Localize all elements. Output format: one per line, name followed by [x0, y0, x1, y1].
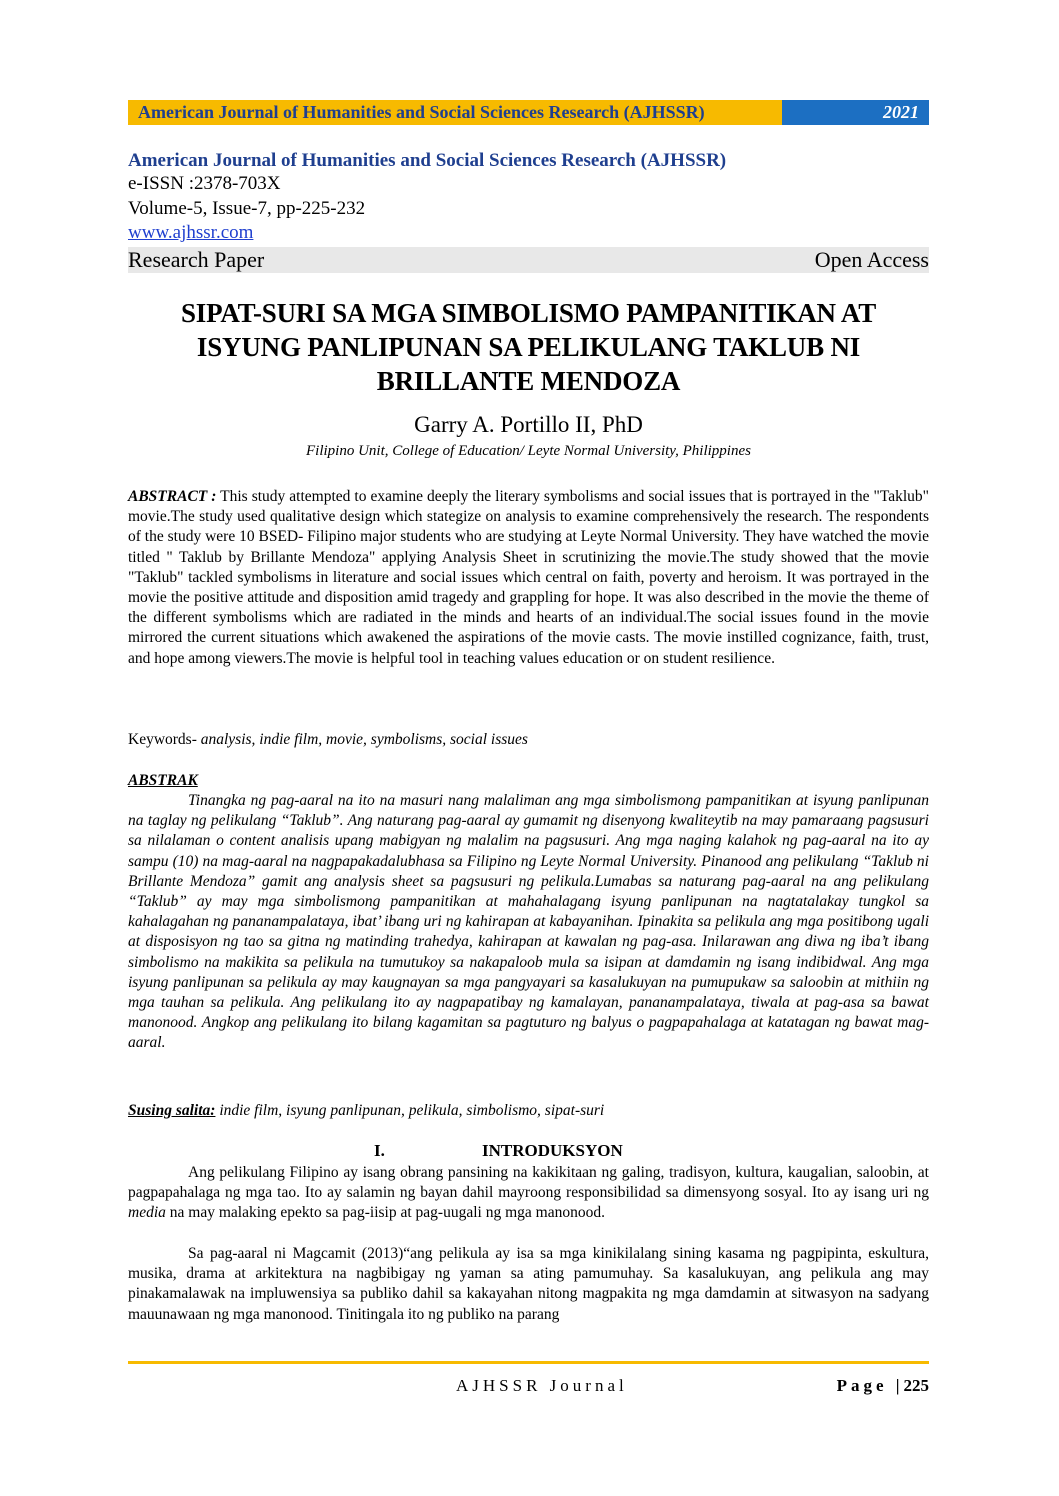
- intro-p1-text-a: Ang pelikulang Filipino ay isang obrang pansining na kakikitaan ng galing, tradisyon, kultura, kaugalian, saloobin, at pagpapahalaga ng mga tao. Ito ay salamin ng bayan dahil mayroong responsibilidad sa dimensyong sosyal. Ito ay isang uri ng: [128, 1164, 929, 1202]
- susing-salita-text: indie film, isyung panlipunan, pelikula, simbolismo, sipat-suri: [219, 1102, 605, 1119]
- issn: e-ISSN :2378-703X: [128, 173, 281, 194]
- author-affiliation: Filipino Unit, College of Education/ Leyte Normal University, Philippines: [306, 443, 751, 459]
- intro-p1-media: media: [128, 1204, 166, 1222]
- susing-salita-label: Susing salita:: [128, 1102, 216, 1119]
- keywords-label: Keywords-: [128, 731, 197, 748]
- journal-url-link[interactable]: www.ajhssr.com: [128, 222, 254, 243]
- intro-paragraph-1: [128, 1163, 929, 1224]
- banner-journal-name: American Journal of Humanities and Social Sciences Research (AJHSSR): [128, 100, 782, 125]
- open-access-label: Open Access: [814, 247, 929, 272]
- abstract-paragraph: [128, 487, 929, 669]
- footer-rule: [128, 1361, 929, 1364]
- keywords-line: [128, 730, 929, 750]
- banner-year: 2021: [782, 100, 929, 125]
- author-name: Garry A. Portillo II, PhD: [414, 412, 643, 437]
- abstract-text: This study attempted to examine deeply the literary symbolisms and social issues that is portrayed in the "Taklub" movie.The study used qualitative design which stategize on analysis to examine comprehensively the research. The respondents of the study were 10 BSED- Filipino major students who are studying at Leyte Normal University. They have watched the movie titled " Taklub by Brillante Mendoza" applying Analysis Sheet in scrutinizing the movie.The study showed that the movie "Taklub" tackled symbolisms in literature and social issues which central on faith, poverty and heroism. It was portrayed in the movie the positive attitude and disposition amid tragedy and grappling for hope. It was also described in the movie the theme of the different symbolisms which are radiated in the minds and hearts of an individual.The social issues found in the movie mirrored the current situations which awakened the aspirations of the movie casts. The movie instilled cognizance, faith, trust, and hope among viewers.The movie is helpful tool in teaching values education or on student resilience.: [128, 488, 929, 667]
- section-title: INTRODUKSYON: [482, 1141, 623, 1160]
- footer-page-number: 225: [903, 1376, 929, 1395]
- abstract-label: ABSTRACT :: [128, 488, 217, 505]
- journal-name: American Journal of Humanities and Social Sciences Research (AJHSSR): [128, 150, 727, 171]
- paper-type: Research Paper: [128, 247, 265, 272]
- paper-type-bar: [128, 247, 929, 273]
- abstrak-heading: ABSTRAK: [128, 772, 198, 789]
- volume-issue: Volume-5, Issue-7, pp-225-232: [128, 198, 366, 219]
- intro-paragraph-2: Sa pag-aaral ni Magcamit (2013)“ang pelikula ay isa sa mga kinikilalang sining kasama ng pagpipinta, eskultura, musika, drama at arkitektura na nagbibigay ng yaman sa ating pamumuhay. Sa kasalukuyan, ang pelikula ang may pinakamalawak na impluwensiya sa publiko dahil sa kakayahan nitong magpakita ng mga damdamin at sitwasyon na sadyang mauunawaan ng mga manonood. Tinitingala ito ng publiko na parang: [128, 1245, 929, 1323]
- paper-title: SIPAT-SURI SA MGA SIMBOLISMO PAMPANITIKAN AT ISYUNG PANLIPUNAN SA PELIKULANG TAKLUB NI BRILLANTE MENDOZA: [180, 298, 877, 396]
- keywords-text: analysis, indie film, movie, symbolisms, social issues: [200, 731, 528, 748]
- journal-banner: [128, 100, 929, 125]
- abstrak-text: Tinangka ng pag-aaral na ito na masuri nang malaliman ang mga simbolismong pampanitikan at isyung panlipunan na taglay ng pelikulang “Taklub”. Ang naturang pag-aaral ay gumamit ng disenyong kwaliteytib na may pamaraang pagsusuri sa nilalaman o content analisis upang mabigyan ng malalim na pagsusuri. Ang mga naging kalahok ng pag-aaral na ito ay sampu (10) na mag-aaral na nagpapakadalubhasa sa Filipino ng Leyte Normal University. Pinanood ang pelikulang “Taklub ni Brillante Mendoza” gamit ang analysis sheet sa pagsusuri ng pelikula.Lumabas sa naturang pag-aaral na ang pelikulang “Taklub” ay may mga simbolismong pampanitikan at mahahalagang isyung panlipunan na nagtatalakay tungkol sa kahalagahan ng pananampalataya, ibat’ ibang uri ng kahirapan at kabayanihan. Ipinakita sa pelikula ang mga positibong ugali at disposisyon ng tao sa gitna ng matinding trahedya, kahirapan at kawalan ng pag-asa. Inilarawan ang diwa ng iba’t ibang simbolismo na makikita sa pelikula na tumutukoy sa nakapaloob mula sa isipan at damdamin ng isang indibidwal. Ang mga isyung panlipunan sa pelikula ay may kaugnayan sa mga pangyayari sa kasalukuyan na pumupukaw sa saloobin at mithiin ng mga tauhan sa pelikula. Ang pelikulang ito ay nagpapatibay ng kamalayan, pananampalataya, tiwala at pag-asa sa bawat manonood. Angkop ang pelikulang ito bilang kagamitan sa pagtuturo ng balyus o pagpapahalaga at katatagan ng bawat mag-aaral.: [128, 792, 929, 1052]
- section-number: I.: [374, 1141, 385, 1160]
- footer-journal: AJHSSR Journal: [456, 1376, 628, 1395]
- intro-p1-text-b: na may malaking epekto sa pag-iisip at pag-uugali ng mga manonood.: [169, 1204, 605, 1222]
- footer-page-label: Page |: [836, 1376, 904, 1395]
- susing-salita-line: [128, 1101, 929, 1121]
- page-footer: [128, 1376, 929, 1396]
